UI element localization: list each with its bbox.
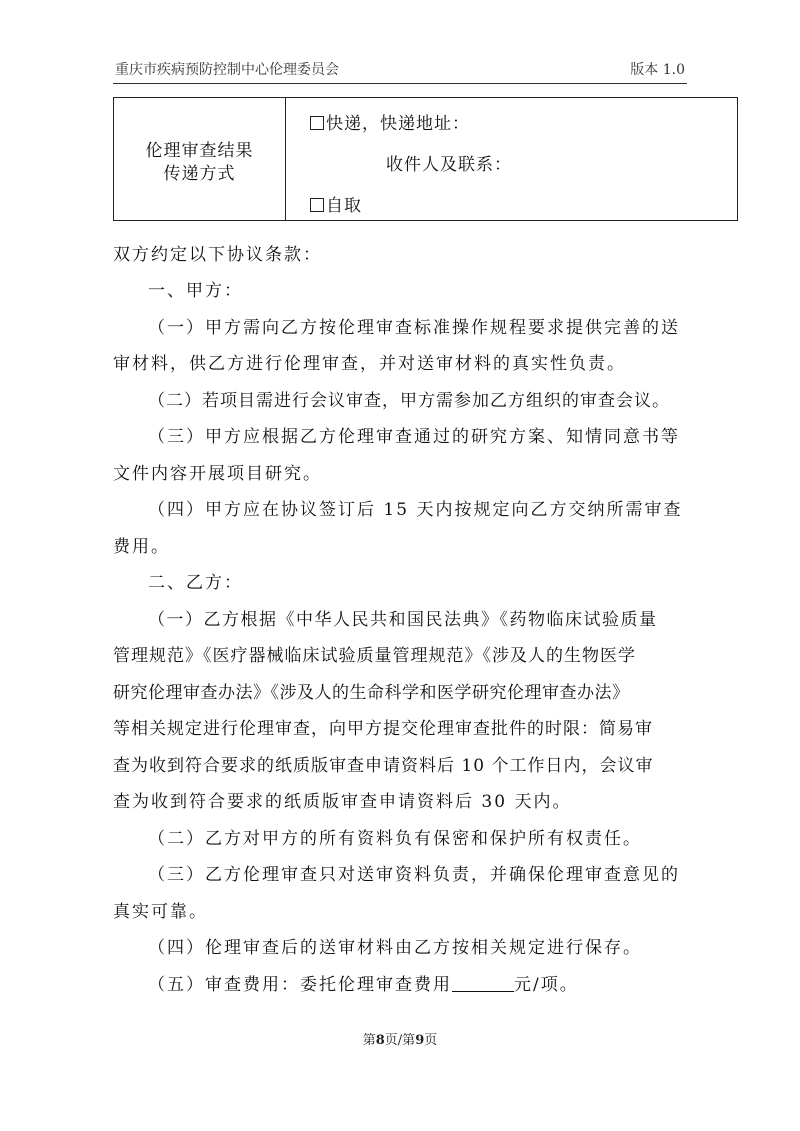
clause-b3-line2: 真实可靠。 xyxy=(113,902,208,922)
clause-b5-suffix: 元/项。 xyxy=(514,975,579,995)
delivery-label-line2: 传递方式 xyxy=(163,164,236,184)
section-party-a-title: 一、甲方： xyxy=(148,281,243,301)
pickup-option-label: 自取 xyxy=(326,196,362,216)
express-checkbox[interactable] xyxy=(310,116,324,130)
delivery-label xyxy=(114,140,285,186)
fee-blank xyxy=(452,975,514,992)
clause-b1-line3: 研究伦理审查办法》《涉及人的生命科学和医学研究伦理审查办法》 xyxy=(113,683,630,703)
footer-post: 页 xyxy=(424,1033,438,1048)
footer-total-pages: 9 xyxy=(415,1033,425,1048)
clause-b5 xyxy=(148,970,579,995)
clause-a2: （二）若项目需进行会议审查，甲方需参加乙方组织的审查会议。 xyxy=(148,391,670,411)
footer-mid: 页/第 xyxy=(384,1033,416,1048)
clause-a4-line2: 费用。 xyxy=(113,537,170,557)
section-party-b-title: 二、乙方： xyxy=(148,573,243,593)
clause-b1-line6: 查为收到符合要求的纸质版审查申请资料后 30 天内。 xyxy=(113,792,572,812)
clause-b5-prefix: （五）审查费用：委托伦理审查费用 xyxy=(148,975,452,995)
clause-b3-line1: （三）乙方伦理审查只对送审资料负责，并确保伦理审查意见的 xyxy=(148,865,680,885)
header-org: 重庆市疾病预防控制中心伦理委员会 xyxy=(115,62,339,78)
clause-a4-line1: （四）甲方应在协议签订后 15 天内按规定向乙方交纳所需审查 xyxy=(148,500,683,520)
footer-pre: 第 xyxy=(362,1033,376,1048)
delivery-label-line1: 伦理审查结果 xyxy=(145,141,254,161)
express-option-label: 快递，快递地址： xyxy=(326,114,470,134)
express-option[interactable] xyxy=(310,109,470,134)
clause-a3-line1: （三）甲方应根据乙方伦理审查通过的研究方案、知情同意书等 xyxy=(148,427,680,447)
footer-page-number: 8 xyxy=(375,1033,385,1048)
pickup-checkbox[interactable] xyxy=(310,198,324,212)
table-divider xyxy=(285,98,286,220)
clause-a1-line2: 审材料，供乙方进行伦理审查，并对送审材料的真实性负责。 xyxy=(113,354,626,374)
clause-b2: （二）乙方对甲方的所有资料负有保密和保护所有权责任。 xyxy=(148,829,642,849)
clause-a3-line2: 文件内容开展项目研究。 xyxy=(113,464,322,484)
clause-b1-line5: 查为收到符合要求的纸质版审查申请资料后 10 个工作日内，会议审 xyxy=(113,756,654,776)
header-version: 版本 1.0 xyxy=(630,62,685,78)
clause-b1-line4: 等相关规定进行伦理审查，向甲方提交伦理审查批件的时限：简易审 xyxy=(113,719,653,739)
recipient-line: 收件人及联系： xyxy=(386,155,512,175)
intro-text: 双方约定以下协议条款： xyxy=(113,245,322,265)
pickup-option[interactable] xyxy=(310,191,362,216)
page-footer xyxy=(0,1029,800,1048)
clause-b4: （四）伦理审查后的送审材料由乙方按相关规定进行保存。 xyxy=(148,938,642,958)
clause-b1-line1: （一）乙方根据《中华人民共和国民法典》《药物临床试验质量 xyxy=(148,610,658,630)
page-header xyxy=(113,57,687,84)
clause-b1-line2: 管理规范》《医疗器械临床试验质量管理规范》《涉及人的生物医学 xyxy=(113,646,636,666)
clause-a1-line1: （一）甲方需向乙方按伦理审查标准操作规程要求提供完善的送 xyxy=(148,318,680,338)
delivery-table xyxy=(113,97,738,221)
